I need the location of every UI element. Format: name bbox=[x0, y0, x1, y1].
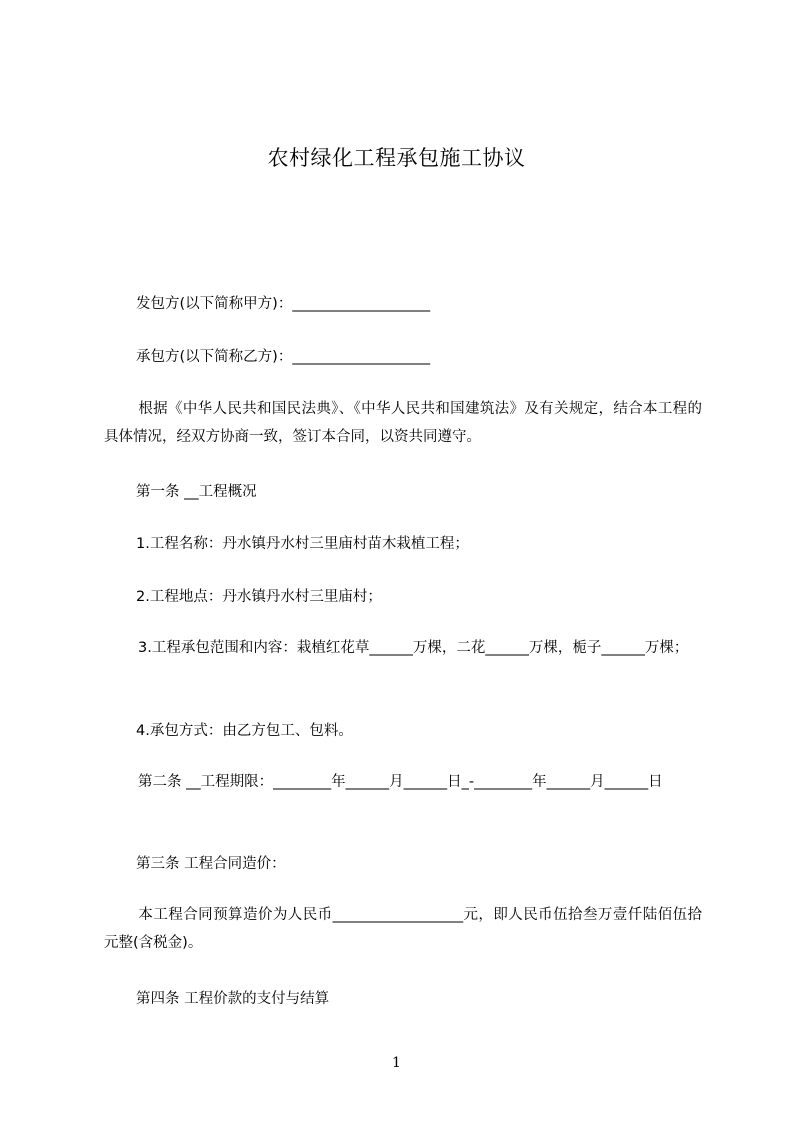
item-3-paragraph bbox=[104, 634, 702, 662]
preamble-text: 根据《中华人民共和国民法典》、《中华人民共和国建筑法》及有关规定，结合本工程的具体情况，经双方协商一致，签订本合同，以资共同遵守。 bbox=[104, 401, 702, 445]
page-number: 1 bbox=[392, 1055, 401, 1071]
article-3-body: 本工程合同预算造价为人民币__________________元，即人民币伍拾叁万壹仟陆佰伍拾元整(含税金)。 bbox=[104, 907, 702, 951]
article-2-paragraph bbox=[104, 768, 702, 796]
document-title: 农村绿化工程承包施工协议 bbox=[267, 146, 526, 170]
preamble-paragraph bbox=[104, 395, 702, 451]
party-b-line: 承包方(以下简称乙方)：___________________ bbox=[136, 349, 431, 365]
article-1-heading: 第一条 __工程概况 bbox=[136, 484, 257, 500]
article-2-period: 第二条 __工程期限：________年______月______日_-________年______月______日 bbox=[138, 774, 663, 790]
item-4-contract-method: 4.承包方式：由乙方包工、包料。 bbox=[136, 723, 353, 739]
article-4-heading: 第四条 工程价款的支付与结算 bbox=[136, 991, 330, 1007]
article-3-paragraph bbox=[104, 901, 702, 957]
item-1-project-name: 1.工程名称：丹水镇丹水村三里庙村苗木栽植工程； bbox=[136, 536, 469, 552]
item-3-scope: 3.工程承包范围和内容：栽植红花草______万棵，二花______万棵，栀子______万棵； bbox=[138, 640, 689, 656]
party-a-line: 发包方(以下简称甲方)：___________________ bbox=[136, 296, 431, 312]
article-3-heading: 第三条 工程合同造价： bbox=[136, 856, 286, 872]
item-2-project-location: 2.工程地点：丹水镇丹水村三里庙村； bbox=[136, 589, 382, 605]
